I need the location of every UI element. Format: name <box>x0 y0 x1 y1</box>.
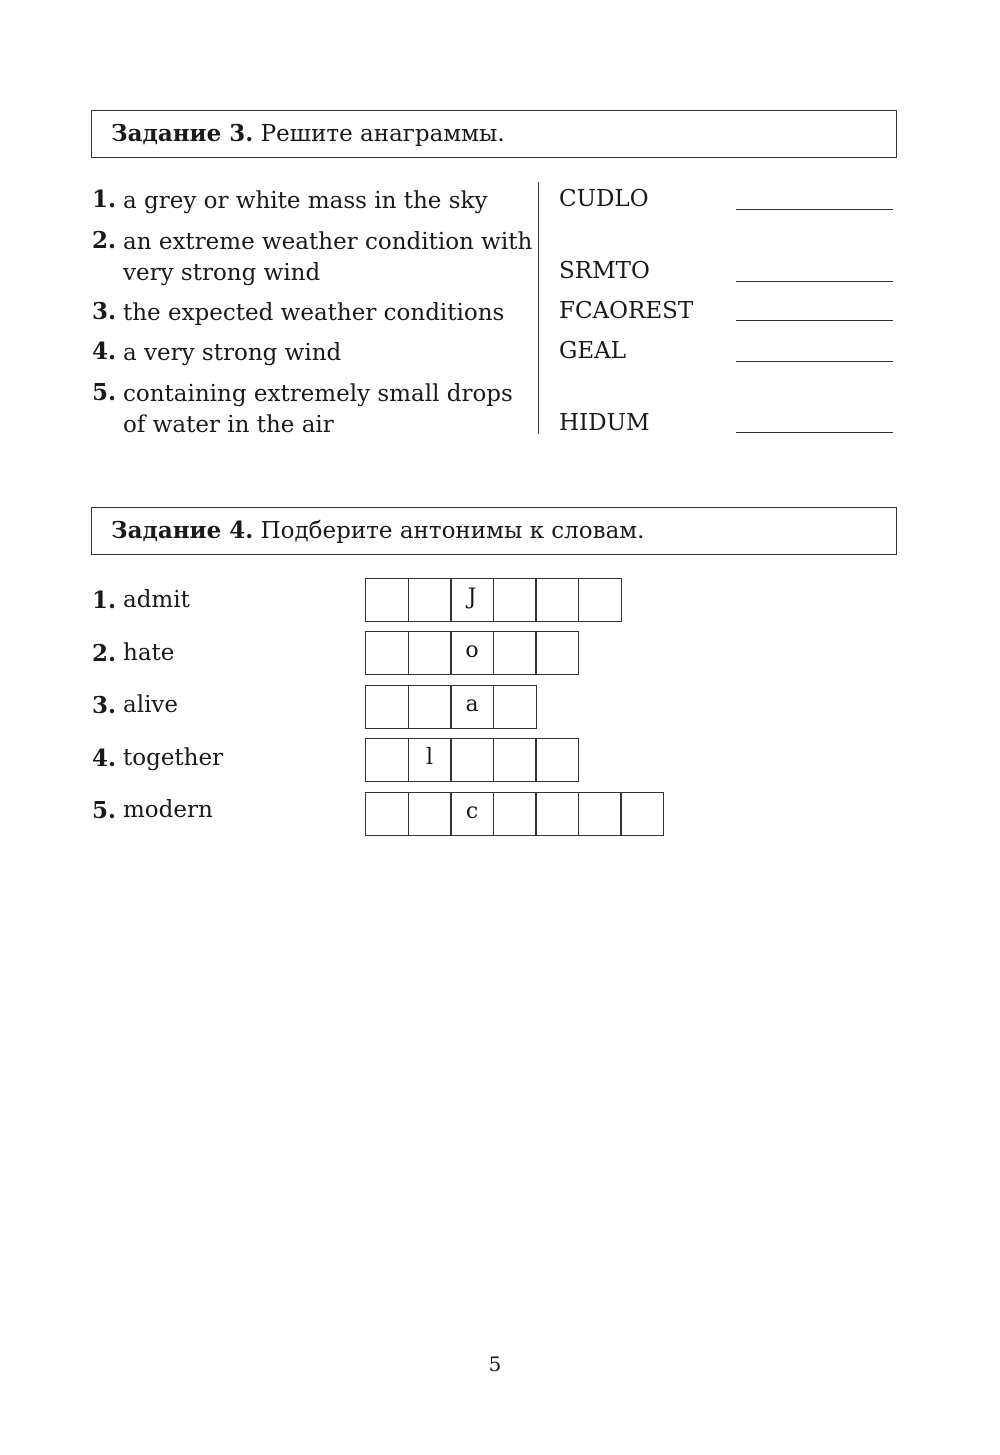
answer-cell[interactable]: J <box>450 578 494 622</box>
task3-item-anagram: CUDLO <box>559 186 649 212</box>
task3-item-anagram: GEAL <box>559 338 627 364</box>
answer-cell[interactable] <box>620 792 664 836</box>
answer-cell[interactable] <box>493 685 537 729</box>
task4-item-word: hate <box>123 640 175 666</box>
task3-item-number: 3. <box>92 298 117 325</box>
task3-item-number: 5. <box>92 379 117 406</box>
answer-grid <box>365 792 663 836</box>
task4-item-number: 1. <box>92 587 117 614</box>
task3-answer-line[interactable] <box>736 281 893 282</box>
answer-cell[interactable]: l <box>408 738 452 782</box>
answer-grid <box>365 738 578 782</box>
answer-cell[interactable] <box>408 685 452 729</box>
task3-answer-line[interactable] <box>736 320 893 321</box>
answer-cell[interactable] <box>578 578 622 622</box>
answer-cell[interactable] <box>535 631 579 675</box>
task4-item-number: 5. <box>92 797 117 824</box>
answer-cell[interactable] <box>493 738 537 782</box>
task3-answer-line[interactable] <box>736 209 893 210</box>
page-number: 5 <box>488 1352 502 1376</box>
answer-cell[interactable] <box>493 631 537 675</box>
task3-item-anagram: HIDUM <box>559 410 650 436</box>
answer-cell[interactable] <box>365 738 409 782</box>
answer-cell[interactable] <box>408 792 452 836</box>
answer-cell[interactable] <box>493 578 537 622</box>
task3-answer-line[interactable] <box>736 361 893 362</box>
task4-item-number: 2. <box>92 640 117 667</box>
answer-cell[interactable]: o <box>450 631 494 675</box>
answer-cell[interactable] <box>408 631 452 675</box>
task4-item-word: modern <box>123 797 213 823</box>
task3-item-number: 2. <box>92 227 117 254</box>
task3-item-anagram: FCAOREST <box>559 298 694 324</box>
task3-answer-line[interactable] <box>736 432 893 433</box>
task4-item-word: together <box>123 745 224 771</box>
task4-instruction: Подберите антонимы к словам. <box>260 518 645 544</box>
task4-header <box>91 507 897 555</box>
answer-grid <box>365 685 535 729</box>
task3-header <box>91 110 897 158</box>
answer-cell[interactable]: a <box>450 685 494 729</box>
task3-instruction: Решите анаграммы. <box>260 121 505 147</box>
answer-cell[interactable] <box>365 631 409 675</box>
answer-cell[interactable] <box>365 685 409 729</box>
answer-grid <box>365 631 578 675</box>
task4-item-number: 3. <box>92 692 117 719</box>
task4-label: Задание 4. <box>111 517 254 544</box>
task3-item-anagram: SRMTO <box>559 258 650 284</box>
task4-item-word: admit <box>123 587 190 613</box>
answer-cell[interactable] <box>365 792 409 836</box>
answer-cell[interactable]: c <box>450 792 494 836</box>
task3-item-definition: the expected weather conditions <box>123 300 505 326</box>
task3-item-definition: a grey or white mass in the sky <box>123 188 488 214</box>
task3-label: Задание 3. <box>111 120 254 147</box>
task3-item-definition: containing extremely small drops of water in the air <box>123 381 513 438</box>
task4-item-word: alive <box>123 692 179 718</box>
task3-item-number: 4. <box>92 338 117 365</box>
answer-cell[interactable] <box>578 792 622 836</box>
task4-item-number: 4. <box>92 745 117 772</box>
answer-cell[interactable] <box>365 578 409 622</box>
task3-item-definition: a very strong wind <box>123 340 342 366</box>
answer-cell[interactable] <box>535 738 579 782</box>
answer-cell[interactable] <box>493 792 537 836</box>
answer-grid <box>365 578 620 622</box>
answer-cell[interactable] <box>450 738 494 782</box>
task3-item-number: 1. <box>92 186 117 213</box>
column-divider <box>538 182 539 434</box>
task3-item-definition: an extreme weather condition with very strong wind <box>123 229 533 286</box>
answer-cell[interactable] <box>535 578 579 622</box>
answer-cell[interactable] <box>535 792 579 836</box>
answer-cell[interactable] <box>408 578 452 622</box>
